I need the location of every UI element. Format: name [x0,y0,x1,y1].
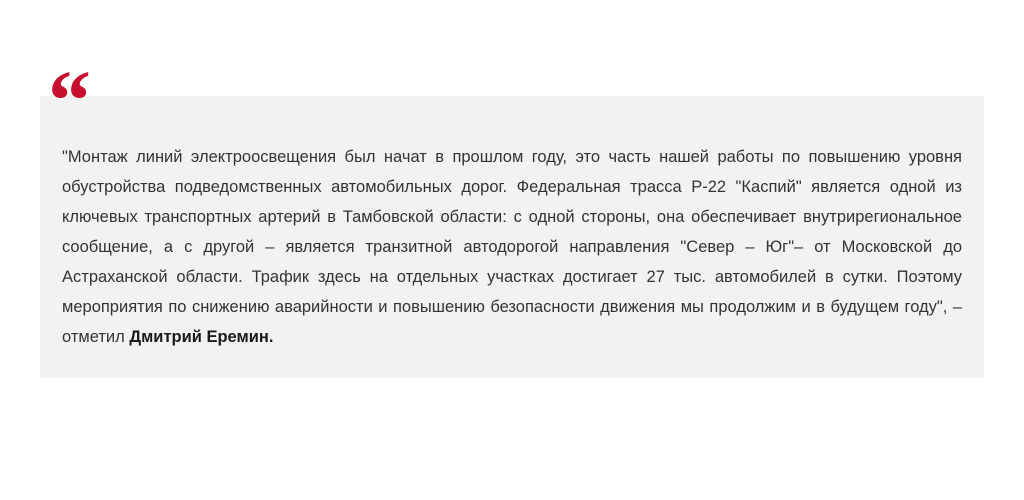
quote-mark-icon: “ [48,52,89,148]
quote-body-text: "Монтаж линий электроосвещения был начат в прошлом году, это часть нашей работы по повышению уровня обустройства подведомственных автомобильных дорог. Федеральная трасса Р-22 "Каспий" является одной из ключевых транспортных артерий в Тамбовской области: с одной стороны, она обеспечивает внутрирегиональное сообщение, а с другой – является транзитной автодорогой направления "Север – Юг"– от Московской до Астраханской области. Трафик здесь на отдельных участках достигает 27 тыс. автомобилей в сутки. Поэтому мероприятия по снижению аварийности и повышению безопасности движения мы продолжим и в будущем году", – отметил [62,148,962,346]
quote-body [62,142,962,352]
quote-attribution: Дмитрий Еремин. [129,328,274,346]
